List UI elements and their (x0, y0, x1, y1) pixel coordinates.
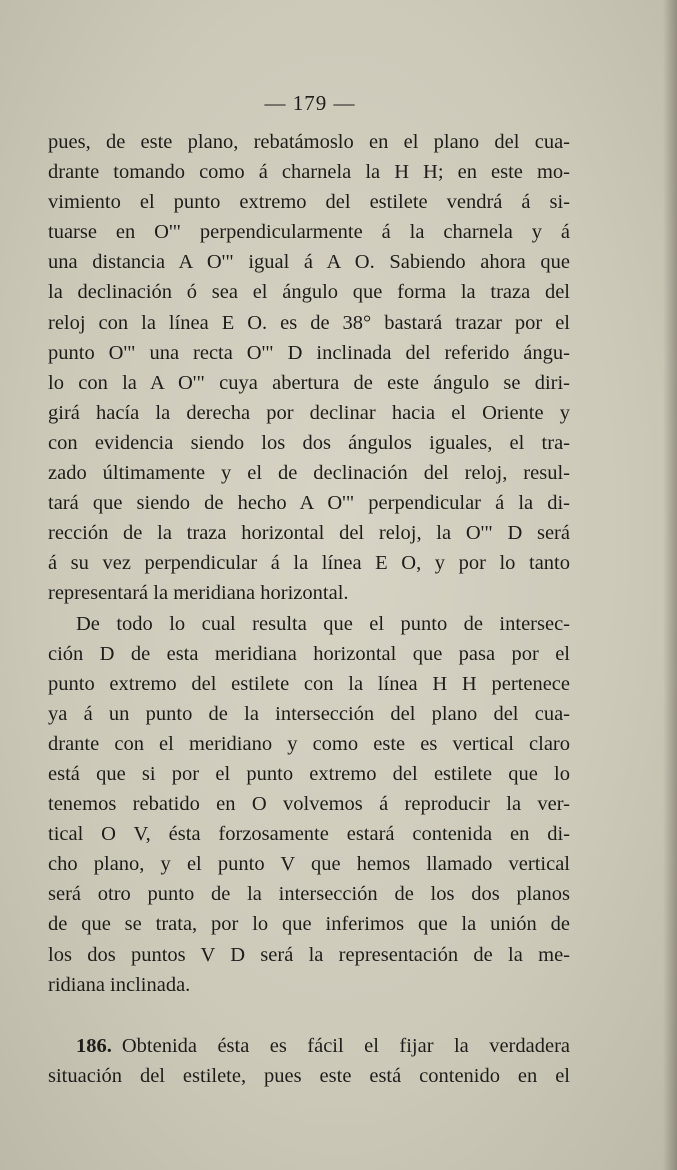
text-line: cho plano, y el punto V que hemos llamado vertical (48, 853, 570, 876)
text-line: pues, de este plano, rebatámoslo en el plano del cua- (48, 131, 570, 153)
text-line: con evidencia siendo los dos ángulos iguales, el tra- (48, 431, 570, 454)
text-line: ya á un punto de la intersección del plano del cua- (48, 702, 570, 725)
text-line: punto O'" una recta O'" D inclinada del referido ángu- (48, 341, 570, 364)
page-number: — 179 — (264, 91, 356, 115)
text-line: situación del estilete, pues este está contenido en el (48, 1064, 570, 1087)
text-line: tical O V, ésta forzosamente estará contenida en di- (48, 823, 570, 846)
text-line: drante con el meridiano y como este es vertical claro (48, 732, 570, 755)
text-line: lo con la A O'" cuya abertura de este ángulo se diri- (48, 371, 570, 394)
paragraph-1 (48, 127, 570, 609)
paragraph-gap (48, 1000, 570, 1031)
text-line: vimiento el punto extremo del estilete vendrá á si- (48, 191, 570, 214)
body-text (48, 127, 570, 1091)
text-line: tenemos rebatido en O volvemos á reproducir la ver- (48, 793, 570, 816)
text-line-content: Obtenida ésta es fácil el fijar la verdadera (121, 1034, 570, 1057)
text-line (48, 1031, 570, 1061)
text-line: ridiana inclinada. (48, 973, 191, 996)
text-line: De todo lo cual resulta que el punto de intersec- (76, 612, 570, 635)
text-line: ción D de esta meridiana horizontal que pasa por el (48, 642, 570, 665)
text-line: está que si por el punto extremo del estilete que lo (48, 762, 570, 785)
text-line: punto extremo del estilete con la línea H H pertenece (48, 672, 570, 695)
text-line: será otro punto de la intersección de los dos planos (48, 883, 570, 906)
text-line: la declinación ó sea el ángulo que forma la traza del (48, 281, 570, 304)
text-line: girá hacía la derecha por declinar hacia el Oriente y (48, 401, 570, 424)
text-line: drante tomando como á charnela la H H; en este mo- (48, 161, 570, 184)
text-line: los dos puntos V D será la representación de la me- (48, 943, 570, 966)
text-line: de que se trata, por lo que inferimos que la unión de (48, 913, 570, 936)
text-line: zado últimamente y el de declinación del reloj, resul- (48, 462, 570, 485)
text-line: tará que siendo de hecho A O'" perpendicular á la di- (48, 492, 570, 515)
text-line: rección de la traza horizontal del reloj, la O'" D será (48, 522, 570, 545)
text-line: reloj con la línea E O. es de 38° bastará trazar por el (48, 311, 570, 334)
section-number: 186. (76, 1034, 112, 1057)
text-line: una distancia A O'" igual á A O. Sabiendo ahora que (48, 251, 570, 274)
paragraph-2 (48, 609, 570, 1000)
text-line: representará la meridiana horizontal. (48, 582, 349, 605)
text-line: á su vez perpendicular á la línea E O, y por lo tanto (48, 552, 570, 575)
text-line: tuarse en O'" perpendicularmente á la charnela y á (48, 221, 570, 244)
paragraph-3 (48, 1031, 570, 1091)
